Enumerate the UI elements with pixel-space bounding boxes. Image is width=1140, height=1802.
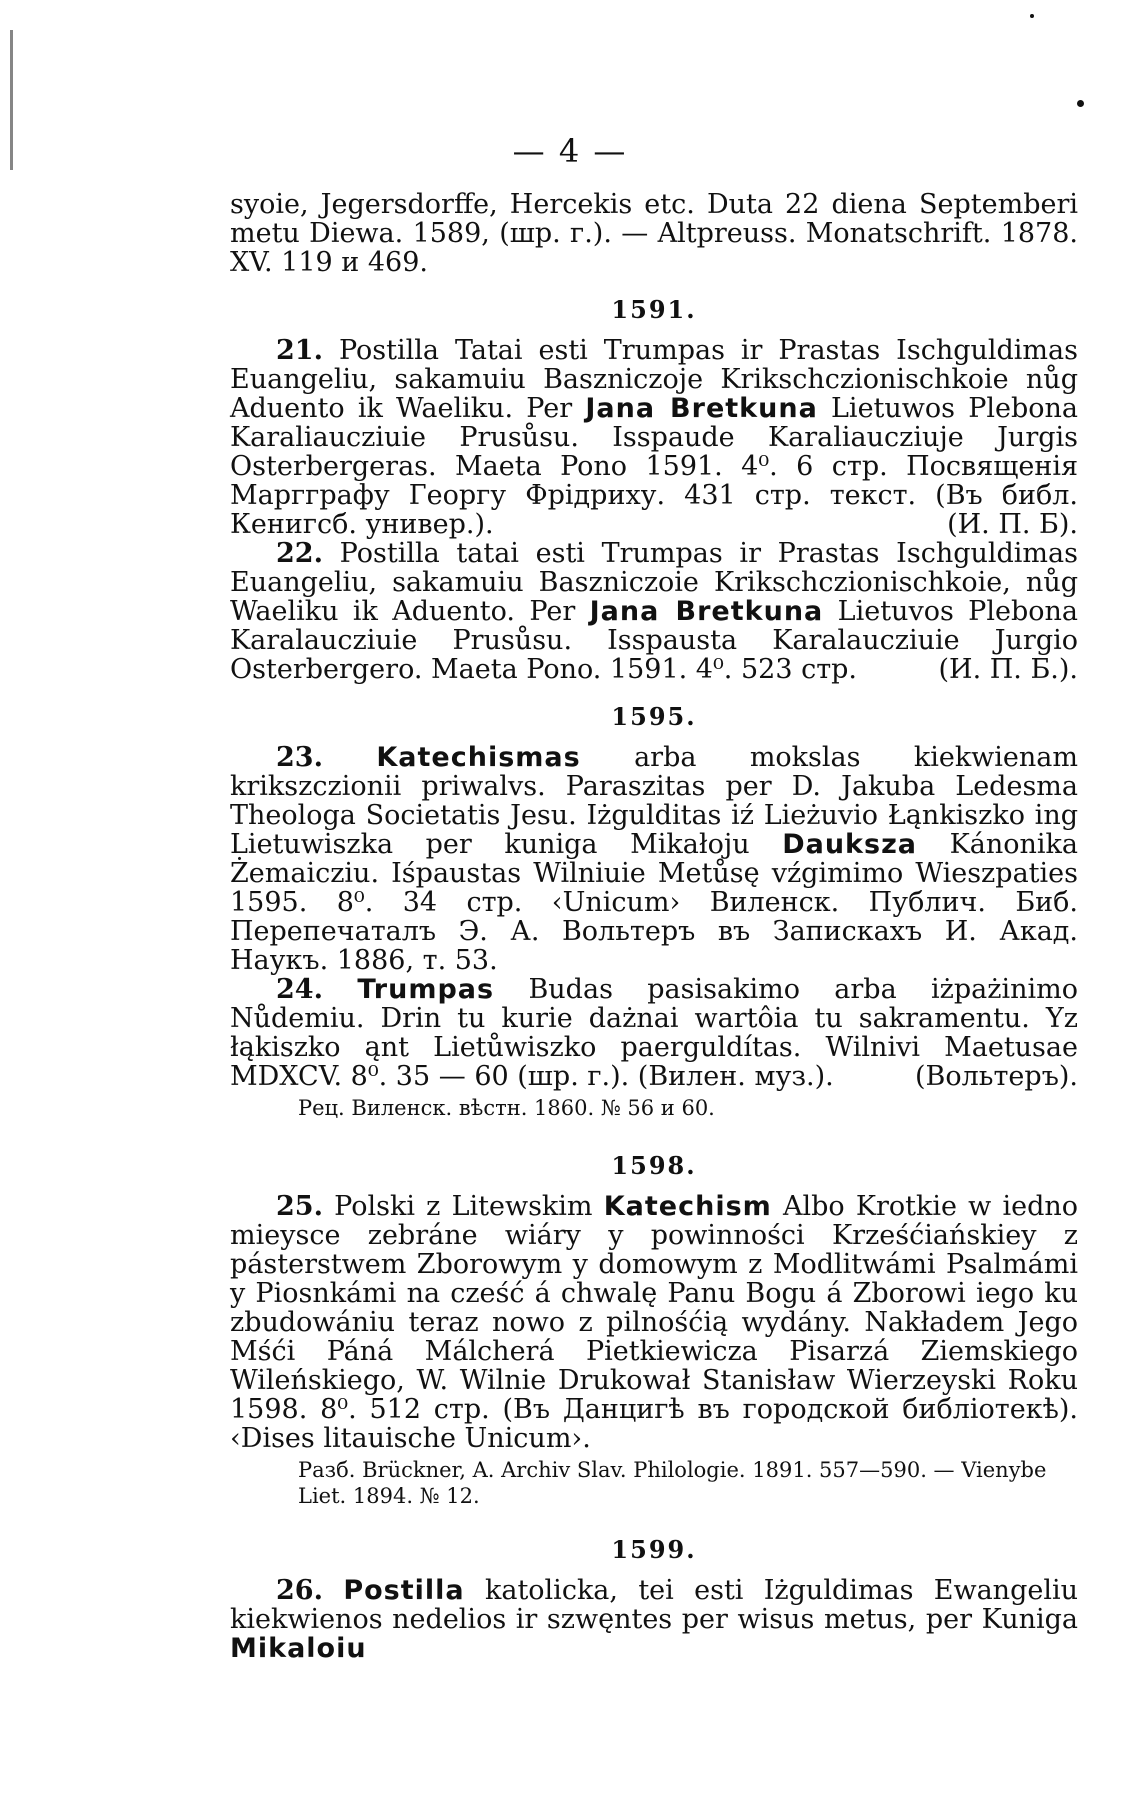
entry-24 xyxy=(230,975,1078,1091)
entry-author: Mikaloiu xyxy=(230,1633,367,1664)
entry-reference: Разб. Brückner, A. Archiv Slav. Philologie. 1891. 557—590. — Vienybe Liet. 1894. № 12. xyxy=(298,1458,1047,1508)
entry-title: Postilla xyxy=(343,1575,465,1606)
entry-number: 26. xyxy=(276,1575,323,1606)
entry-text: Polski z Litewskim xyxy=(334,1191,593,1222)
entry-number: 25. xyxy=(276,1191,323,1222)
intro-paragraph: syoie, Jegersdorffe, Hercekis etc. Duta 22 diena Septemberi metu Diewa. 1589, (шр. г.). — Altpreuss. Monatschrift. 1878. XV. 119 и 469. xyxy=(230,189,1078,278)
entry-reference: Рец. Виленск. вѣстн. 1860. № 56 и 60. xyxy=(298,1096,715,1120)
year-heading: 1598. xyxy=(611,1151,697,1180)
year-heading: 1595. xyxy=(611,702,697,731)
entry-author: Jana Bretkuna xyxy=(585,393,818,424)
entry-title: Trumpas xyxy=(357,974,495,1005)
entry-title: Katechismas xyxy=(376,742,581,773)
entry-source: (И. П. Б.). xyxy=(938,654,1078,685)
entry-source: (Вольтеръ). xyxy=(915,1061,1078,1092)
entry-text: Kánonika Żemaicziu. Iśpaustas Wilniuie Metůsę vźgimimo Wieszpaties 1595. 8⁰. 34 стр. ‹Unicum› Виленск. Публич. Биб. Перепечаталъ Э. А. Вольтеръ въ Запискахъ И. Акад. Наукъ. 1886, т. 53. xyxy=(230,829,1078,976)
entry-author: Jana Bretkuna xyxy=(589,596,824,627)
page-body xyxy=(230,190,1078,1663)
entry-number: 22. xyxy=(276,538,323,569)
entry-22 xyxy=(230,539,1078,684)
entry-number: 24. xyxy=(276,974,323,1005)
entry-26 xyxy=(230,1576,1078,1663)
entry-21 xyxy=(230,336,1078,539)
entry-author: Dauksza xyxy=(782,829,918,860)
entry-text: Lietuwos Plebona Karaliaucziuie Prusůsu. Isspaude Karaliaucziuje Jurgis Osterbergeras. Maeta Pono 1591. 4⁰. 6 стр. Посвященія Маргграфу Георгу Фрідриху. 431 стр. текст. (Въ библ. Кенигсб. универ.). xyxy=(230,393,1079,540)
entry-text: Albo Krotkie w iedno mieysce zebráne wiáry y powinności Krześćiańskiey z pásterstwem Zborowym y domowym z Modlitwámi Psalmámi y Piosnkámi na cześć á chwalę Panu Bogu á Zborowi iego ku zbudowániu teraz nowo z pilnośćią wydány. Nakładem Jego Mśći Páná Málcherá Pietkiewicza Pisarzá Ziemskiego Wileńskiego, W. Wilnie Drukował Stanisław Wierzeyski Roku 1598. 8⁰. 512 стр. (Въ Данцигѣ въ городской библіотекѣ). ‹Dises litauische Unicum›. xyxy=(230,1191,1078,1454)
year-heading: 1599. xyxy=(611,1535,697,1564)
entry-title: Katechism xyxy=(603,1191,772,1222)
ink-speck xyxy=(1030,14,1034,18)
page-number: — 4 — xyxy=(512,132,628,170)
entry-text: Postilla tatai esti Trumpas ir Prastas Ischguldimas Euangeliu, sakamuiu Baszniczoie Krikschczionischkoie, nůg Waeliku ik Aduento. Per xyxy=(230,538,1078,627)
entry-source: (И. П. Б). xyxy=(947,509,1078,540)
entry-text: Postilla Tatai esti Trumpas ir Prastas Ischguldimas Euangeliu, sakamuiu Baszniczoje Krikschczionischkoie nůg Aduento ik Waeliku. Per xyxy=(230,335,1078,424)
entry-number: 21. xyxy=(276,335,323,366)
entry-25 xyxy=(230,1192,1078,1453)
entry-text: katolicka, tei esti Iżguldimas Ewangeliu kiekwienos nedelios ir szwęntes per wisus metus, per Kuniga xyxy=(230,1575,1078,1635)
ink-speck xyxy=(1077,100,1084,107)
entry-text: arba mokslas kiekwienam krikszczionii priwalvs. Paraszitas per D. Jakuba Ledesma Theologa Societatis Jesu. Iżgulditas iź Lieżuvio Łąnkiszko ing Lietuwiszka per kuniga Mikałoju xyxy=(230,742,1078,860)
entry-23 xyxy=(230,743,1078,975)
year-heading: 1591. xyxy=(611,295,697,324)
entry-text: Budas pasisakimo arba iżpażinimo Nůdemiu. Drin tu kurie dażnai wartôia tu sakramentu. Yz łąkiszko ąnt Lietůwiszko paerguldítas. Wilnivi Maetusae MDXCV. 8⁰. 35 — 60 (шр. г.). (Вилен. муз.). xyxy=(230,974,1079,1092)
entry-text: Lietuvos Plebona Karalaucziuie Prusůsu. Isspausta Karalaucziuie Jurgio Osterbergero. Maeta Pono. 1591. 4⁰. 523 стр. xyxy=(230,596,1078,685)
entry-number: 23. xyxy=(276,742,323,773)
